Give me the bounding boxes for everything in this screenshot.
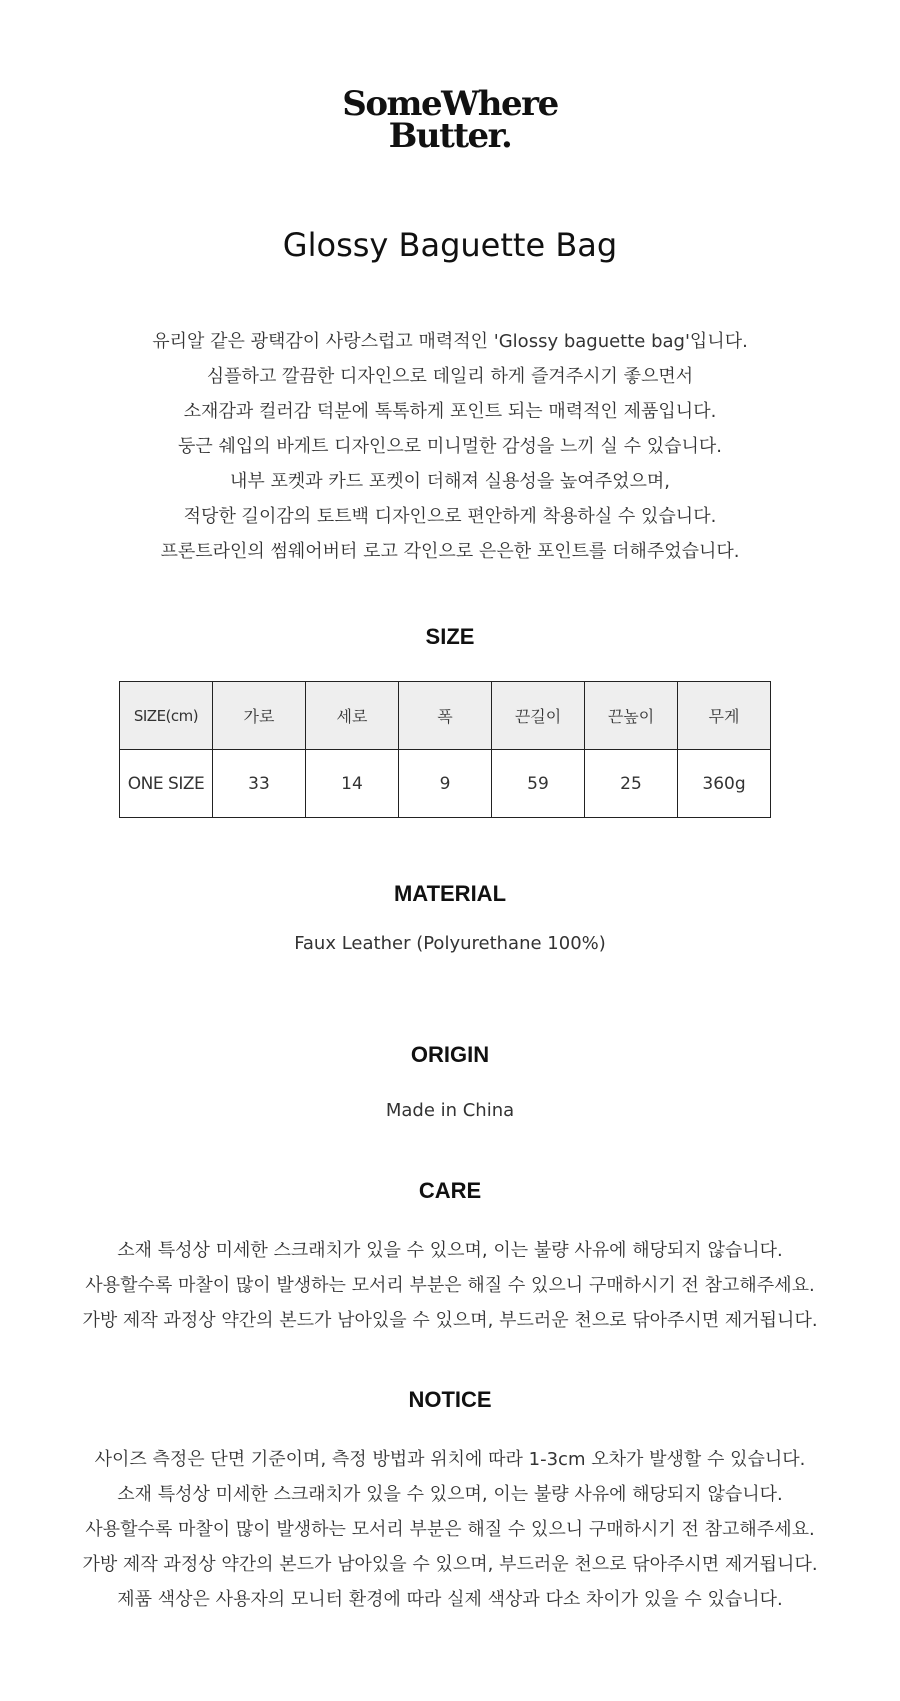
care-text	[0, 1233, 900, 1338]
notice-line: 가방 제작 과정상 약간의 본드가 남아있을 수 있으며, 부드러운 천으로 닦아주시면 제거됩니다.	[82, 1554, 818, 1575]
care-heading: CARE	[418, 1178, 482, 1203]
size-table-header: 세로	[306, 682, 399, 750]
size-heading: SIZE	[425, 624, 475, 649]
size-table-header: 끈길이	[492, 682, 585, 750]
size-table-cell: 59	[492, 750, 585, 818]
size-table-cell: 25	[585, 750, 678, 818]
notice-heading: NOTICE	[408, 1387, 492, 1412]
notice-line: 사이즈 측정은 단면 기준이며, 측정 방법과 위치에 따라 1-3cm 오차가 발생할 수 있습니다.	[94, 1449, 806, 1470]
care-line: 사용할수록 마찰이 많이 발생하는 모서리 부분은 해질 수 있으니 구매하시기 전 참고해주세요.	[85, 1275, 815, 1296]
origin-heading: ORIGIN	[410, 1042, 490, 1067]
description-line: 적당한 길이감의 토트백 디자인으로 편안하게 착용하실 수 있습니다.	[183, 506, 717, 527]
care-line: 소재 특성상 미세한 스크래치가 있을 수 있으며, 이는 불량 사유에 해당되지 않습니다.	[117, 1240, 783, 1261]
description-line: 프론트라인의 썸웨어버터 로고 각인으로 은은한 포인트를 더해주었습니다.	[160, 541, 740, 562]
notice-line: 제품 색상은 사용자의 모니터 환경에 따라 실제 색상과 다소 차이가 있을 수 있습니다.	[117, 1589, 783, 1610]
product-title: Glossy Baguette Bag	[282, 226, 618, 264]
size-table-cell: 33	[213, 750, 306, 818]
size-table-header: 무게	[678, 682, 771, 750]
size-table-cell: 14	[306, 750, 399, 818]
description-line: 유리알 같은 광택감이 사랑스럽고 매력적인 'Glossy baguette bag'입니다.	[152, 331, 748, 352]
size-table-cell: 360g	[678, 750, 771, 818]
material-text: Faux Leather (Polyurethane 100%)	[294, 933, 606, 954]
brand-logo-line1: SomeWhere	[342, 84, 558, 124]
size-table	[119, 681, 771, 818]
material-heading: MATERIAL	[393, 881, 507, 906]
size-table-header-row	[120, 682, 771, 750]
notice-text	[0, 1442, 900, 1617]
size-table-header: 폭	[399, 682, 492, 750]
notice-line: 소재 특성상 미세한 스크래치가 있을 수 있으며, 이는 불량 사유에 해당되지 않습니다.	[117, 1484, 783, 1505]
product-description	[0, 324, 900, 569]
size-table-header: 끈높이	[585, 682, 678, 750]
size-table-cell: 9	[399, 750, 492, 818]
size-table-header: SIZE(cm)	[120, 682, 213, 750]
size-table-row	[120, 750, 771, 818]
description-line: 내부 포켓과 카드 포켓이 더해져 실용성을 높여주었으며,	[230, 471, 670, 492]
description-line: 소재감과 컬러감 덕분에 톡톡하게 포인트 되는 매력적인 제품입니다.	[183, 401, 717, 422]
care-line: 가방 제작 과정상 약간의 본드가 남아있을 수 있으며, 부드러운 천으로 닦아주시면 제거됩니다.	[82, 1310, 818, 1331]
size-table-header: 가로	[213, 682, 306, 750]
notice-line: 사용할수록 마찰이 많이 발생하는 모서리 부분은 해질 수 있으니 구매하시기 전 참고해주세요.	[85, 1519, 815, 1540]
origin-text: Made in China	[385, 1100, 515, 1121]
size-table-cell: ONE SIZE	[120, 750, 213, 818]
description-line: 둥근 쉐입의 바게트 디자인으로 미니멀한 감성을 느끼 실 수 있습니다.	[177, 436, 723, 457]
brand-logo-line2: Butter.	[388, 116, 512, 157]
brand-logo	[0, 84, 900, 157]
description-line: 심플하고 깔끔한 디자인으로 데일리 하게 즐겨주시기 좋으면서	[206, 366, 694, 387]
